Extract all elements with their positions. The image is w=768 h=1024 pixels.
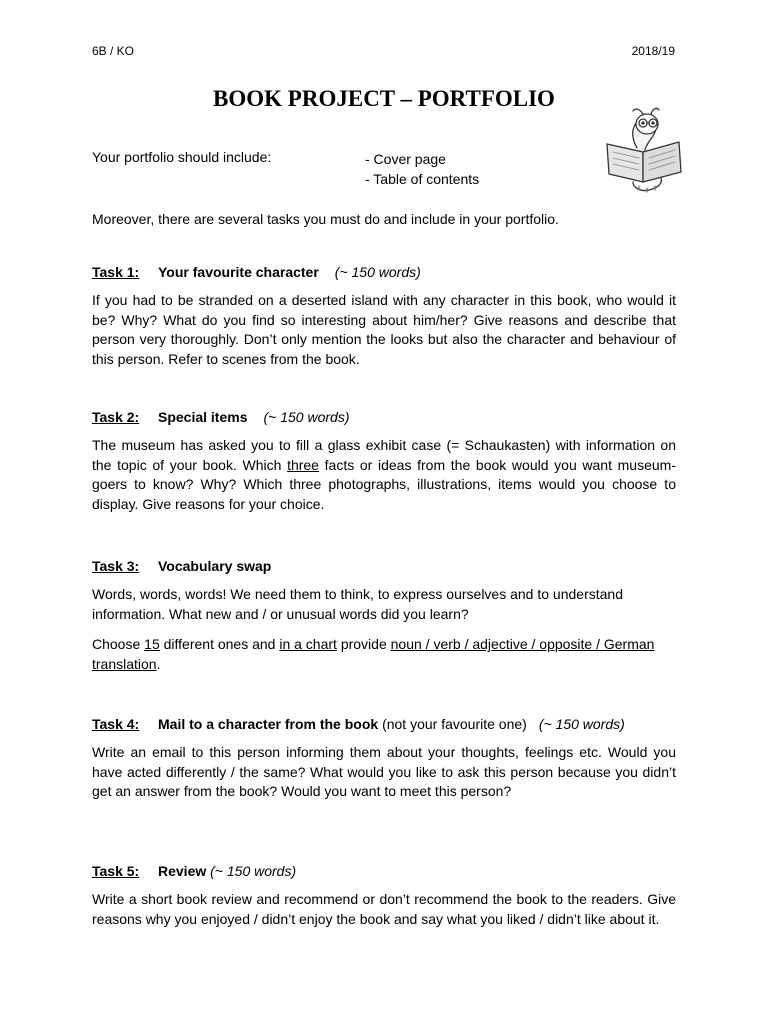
- task-3: [92, 558, 676, 685]
- portfolio-include-label: Your portfolio should include:: [92, 149, 272, 165]
- task-heading: [92, 409, 676, 425]
- task-title: Review: [158, 863, 207, 879]
- task-title: Mail to a character from the book: [158, 716, 379, 732]
- task-heading: [92, 716, 676, 732]
- word-count: (~ 150 words): [263, 409, 350, 425]
- bookworm-reading-icon: [603, 104, 687, 194]
- task-note: (not your favourite one): [382, 716, 527, 732]
- task-2: [92, 409, 676, 525]
- portfolio-include-list: [365, 149, 479, 189]
- word-count: (~ 150 words): [334, 264, 421, 280]
- task-instruction: Choose 15 different ones and in a chart provide noun / verb / adjective / opposite / German translation.: [92, 636, 655, 672]
- task-5: [92, 863, 676, 940]
- task-heading: [92, 264, 676, 280]
- task-title: Vocabulary swap: [158, 558, 272, 574]
- task-heading: [92, 863, 676, 879]
- task-number: Task 1:: [92, 264, 140, 280]
- task-description: Write an email to this person informing them about your thoughts, feelings etc. Would you have acted differently / the same? What would you like to ask this person because you didn’t get an answer from the book? Would you want to meet this person?: [92, 744, 676, 799]
- task-description: Words, words, words! We need them to think, to express ourselves and to understand information. What new and / or unusual words did you learn?: [92, 586, 623, 622]
- task-number: Task 5:: [92, 863, 140, 879]
- task-1: [92, 264, 676, 380]
- task-4: [92, 716, 676, 813]
- tasks-intro: Moreover, there are several tasks you must do and include in your portfolio.: [92, 211, 559, 227]
- task-number: Task 3:: [92, 558, 140, 574]
- school-year: 2018/19: [631, 44, 675, 58]
- emphasis-three: three: [287, 456, 319, 473]
- task-description: Write a short book review and recommend or don’t recommend the book to the readers. Give reasons why you enjoyed / didn’t enjoy the book and say what you liked / didn’t like about it.: [92, 891, 676, 927]
- page-title: BOOK PROJECT – PORTFOLIO: [213, 86, 555, 111]
- list-item: - Table of contents: [365, 171, 480, 187]
- task-number: Task 2:: [92, 409, 140, 425]
- task-number: Task 4:: [92, 716, 140, 732]
- word-count: (~ 150 words): [538, 716, 625, 732]
- task-heading: [92, 558, 676, 574]
- list-item: - Cover page: [365, 151, 446, 167]
- word-count: (~ 150 words): [210, 863, 297, 879]
- task-description: The museum has asked you to fill a glass exhibit case (= Schaukasten) with information on the topic of your book. Which three facts or ideas from the book would you want museum-goers to know? Why? Which three photographs, illustrations, items would you choose to display. Give reasons for your choice.: [92, 437, 676, 512]
- class-code: 6B / KO: [92, 44, 135, 58]
- task-title: Special items: [158, 409, 248, 425]
- task-title: Your favourite character: [158, 264, 319, 280]
- task-description: If you had to be stranded on a deserted island with any character in this book, who would it be? Why? What do you find so interesting about him/her? Give reasons and describe that person very thoroughly. Don’t only mention the looks but also the character and behaviour of this person. Refer to scenes from the book.: [92, 292, 676, 367]
